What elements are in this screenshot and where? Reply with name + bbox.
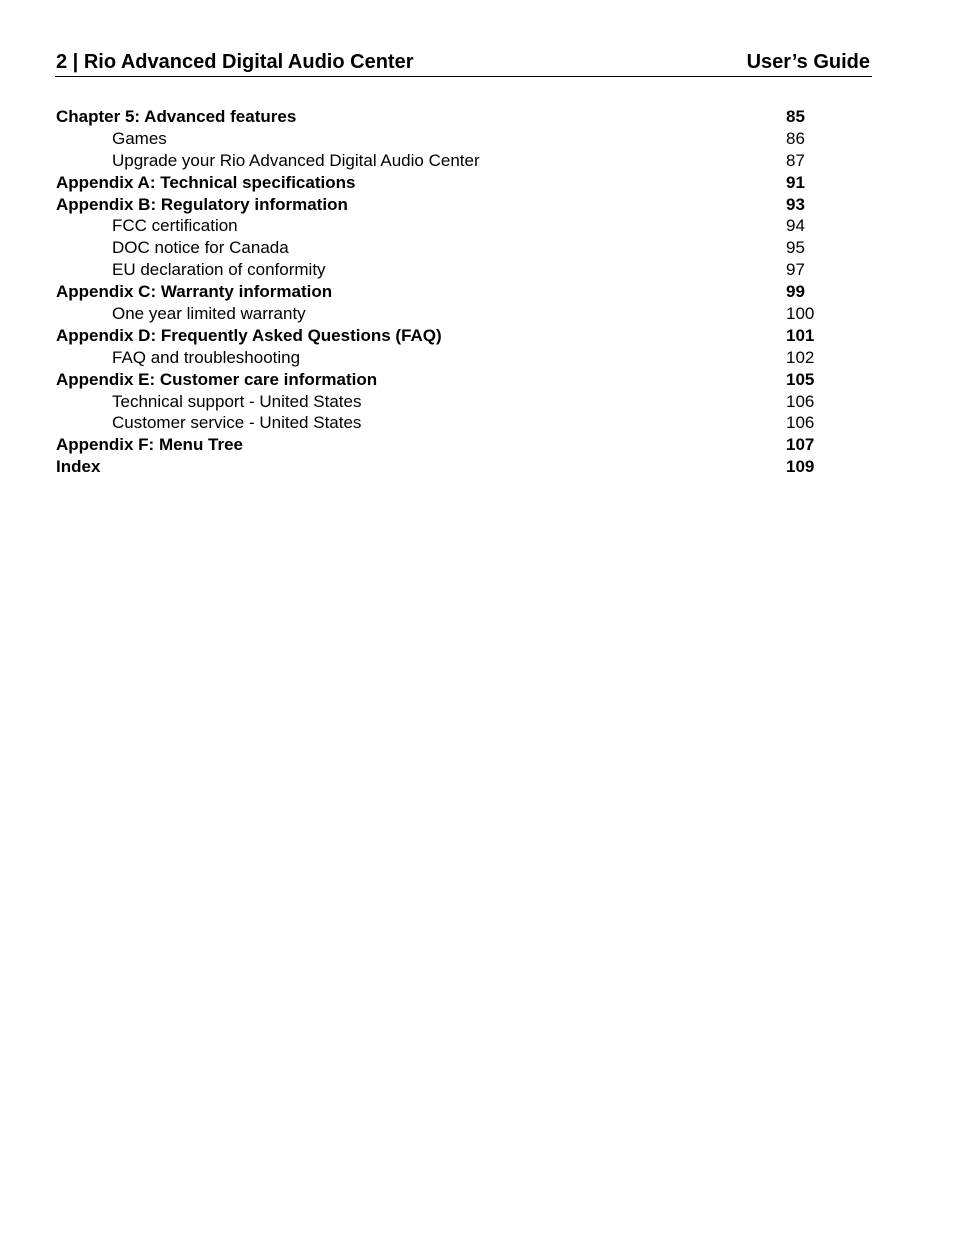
toc-entry-page-number: 106: [786, 413, 815, 433]
toc-entry-title: Appendix F: Menu Tree: [56, 435, 244, 455]
toc-entry-page-number: 87: [786, 150, 805, 170]
toc-entry-page-number: 93: [786, 194, 805, 214]
toc-entry-page-number: 99: [786, 282, 805, 302]
toc-subsection-entry[interactable]: [56, 391, 836, 413]
toc-entry-page-number: 106: [786, 391, 815, 411]
toc-entry-title: Upgrade your Rio Advanced Digital Audio Center: [112, 150, 480, 170]
toc-entry-page-number: 85: [786, 107, 805, 126]
guide-label: User’s Guide: [746, 51, 870, 73]
toc-entry-title: Index: [56, 457, 101, 477]
toc-entry-title: Appendix C: Warranty information: [56, 282, 333, 302]
toc-entry-page-number: 102: [786, 347, 815, 367]
toc-entry-page-number: 100: [786, 304, 815, 324]
document-title: 2 | Rio Advanced Digital Audio Center: [56, 51, 414, 73]
toc-entry-page-number: 105: [786, 369, 815, 389]
toc-entry-title: Customer service - United States: [112, 413, 362, 433]
toc-subsection-entry[interactable]: [56, 215, 836, 237]
toc-section-entry[interactable]: [56, 172, 836, 194]
toc-entry-title: Appendix E: Customer care information: [56, 369, 378, 389]
toc-section-entry[interactable]: [56, 281, 836, 303]
toc-subsection-entry[interactable]: [56, 347, 836, 369]
toc-entry-title: Games: [112, 128, 167, 148]
toc-entry-title: Appendix D: Frequently Asked Questions (FAQ): [56, 325, 442, 345]
toc-subsection-entry[interactable]: [56, 150, 836, 172]
toc-entry-title: EU declaration of conformity: [112, 260, 326, 280]
toc-entry-title: FCC certification: [112, 216, 238, 236]
toc-entry-title: FAQ and troubleshooting: [112, 347, 301, 367]
toc-section-entry[interactable]: [56, 194, 836, 216]
toc-section-entry[interactable]: [56, 106, 836, 128]
toc-entry-title: Appendix B: Regulatory information: [56, 194, 348, 214]
toc-section-entry[interactable]: [56, 325, 836, 347]
toc-subsection-entry[interactable]: [56, 237, 836, 259]
toc-section-entry[interactable]: [56, 456, 836, 478]
toc-subsection-entry[interactable]: [56, 128, 836, 150]
toc-entry-page-number: 86: [786, 128, 805, 148]
toc-entry-page-number: 101: [786, 325, 815, 345]
toc-entry-page-number: 94: [786, 216, 805, 236]
toc-entry-page-number: 91: [786, 172, 805, 192]
page-header: [55, 48, 872, 77]
toc-entry-title: Appendix A: Technical specifications: [56, 172, 356, 192]
toc-entry-page-number: 97: [786, 260, 805, 280]
toc-subsection-entry[interactable]: [56, 412, 836, 434]
toc-entry-title: One year limited warranty: [112, 304, 306, 324]
toc-entry-title: DOC notice for Canada: [112, 238, 289, 258]
toc-entry-page-number: 95: [786, 238, 805, 258]
toc-entry-page-number: 107: [786, 435, 815, 455]
toc-entry-title: Chapter 5: Advanced features: [56, 107, 297, 126]
toc-subsection-entry[interactable]: [56, 303, 836, 325]
toc-entry-page-number: 109: [786, 457, 815, 477]
toc-section-entry[interactable]: [56, 434, 836, 456]
toc-subsection-entry[interactable]: [56, 259, 836, 281]
toc-section-entry[interactable]: [56, 369, 836, 391]
toc-entry-title: Technical support - United States: [112, 391, 362, 411]
table-of-contents: [56, 106, 836, 478]
